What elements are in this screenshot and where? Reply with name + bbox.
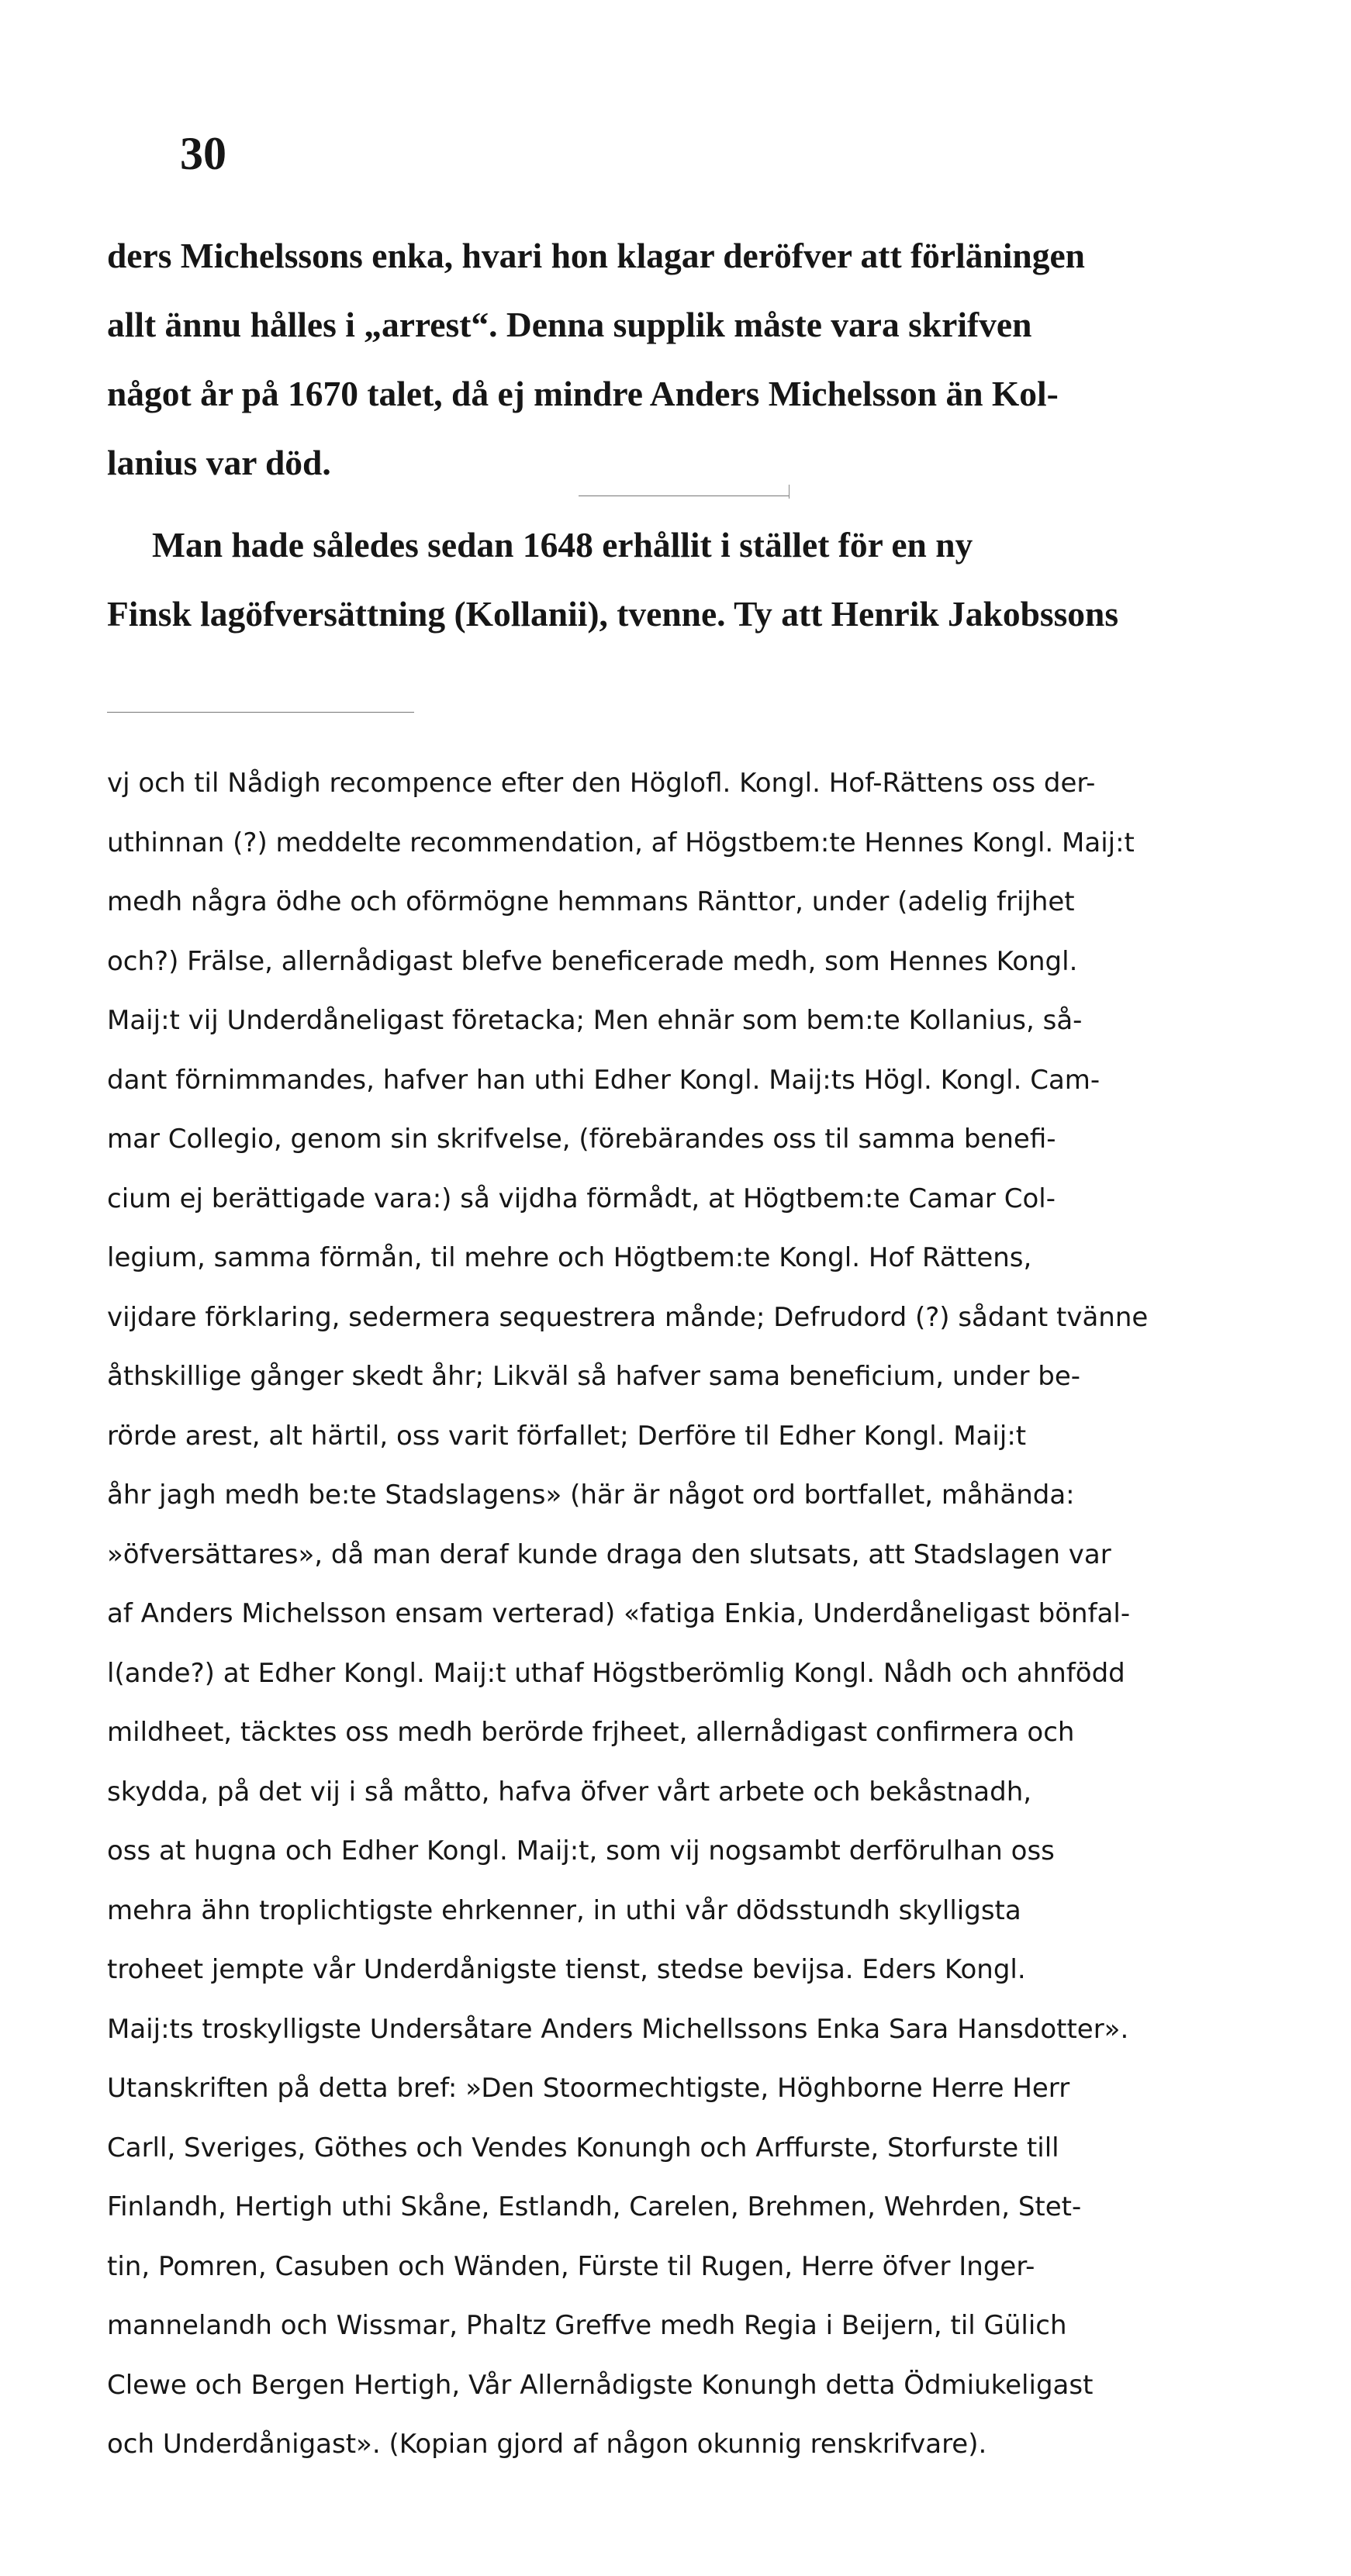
paragraph-body-2 (107, 510, 1348, 648)
quote-line: skydda, på det vij i så måtto, hafva öfver vårt arbete och bekåstnadh, (107, 1776, 1032, 1808)
quote-line: mildheet, täcktes oss medh berörde frjheet, allernådigast confirmera och (107, 1717, 1075, 1748)
text-line: något år på 1670 talet, då ej mindre Anders Michelsson än Kol- (107, 374, 1059, 413)
quote-line: vijdare förklaring, sedermera sequestrera månde; Defrudord (?) sådant tvänne (107, 1301, 1149, 1333)
text-line: allt ännu hålles i „arrest“. Denna supplik måste vara skrifven (107, 305, 1032, 344)
quote-line: Carll, Sveriges, Göthes och Vendes Konungh och Arffurste, Storfurste till (107, 2132, 1059, 2163)
quote-line: mar Collegio, genom sin skrifvelse, (förebärandes oss til samma benefi- (107, 1124, 1056, 1155)
quote-line: troheet jempte vår Underdånigste tienst, stedse bevijsa. Eders Kongl. (107, 1954, 1026, 1985)
quote-line: vj och til Nådigh recompence efter den Höglofl. Kongl. Hof-Rättens oss der- (107, 768, 1096, 799)
quote-line: och Underdånigast». (Kopian gjord af någon okunnig renskrifvare). (107, 2429, 987, 2460)
quote-line: »öfversättares», då man deraf kunde draga den slutsats, att Stadslagen var (107, 1538, 1111, 1570)
quote-line: medh några ödhe och oförmögne hemmans Ränttor, under (adelig frijhet (107, 886, 1075, 917)
quote-line: åhr jagh medh be:te Stadslagens» (här är något ord bortfallet, måhända: (107, 1480, 1075, 1511)
quote-line: mannelandh och Wissmar, Phaltz Greffve medh Regia i Beijern, til Gülich (107, 2310, 1067, 2341)
text-line: ders Michelssons enka, hvari hon klagar deröfver att förläningen (107, 236, 1085, 275)
quote-line: tin, Pomren, Casuben och Wänden, Fürste til Rugen, Herre öfver Inger- (107, 2250, 1035, 2282)
quote-line: oss at hugna och Edher Kongl. Maij:t, som vij nogsambt derförulhan oss (107, 1835, 1055, 1866)
paragraph-body-1 (107, 221, 1348, 497)
divider-tick (789, 485, 790, 499)
quote-line: åthskillige gånger skedt åhr; Likväl så hafver sama beneficium, under be- (107, 1361, 1081, 1392)
quote-line: uthinnan (?) meddelte recommendation, af Högstbem:te Hennes Kongl. Maij:t (107, 827, 1135, 858)
quote-line: Utanskriften på detta bref: »Den Stoormechtigste, Höghborne Herre Herr (107, 2073, 1070, 2104)
quote-line: legium, samma förmån, til mehre och Högtbem:te Kongl. Hof Rättens, (107, 1242, 1032, 1273)
quote-line: Maij:ts troskylligste Undersåtare Anders Michellssons Enka Sara Hansdotter». (107, 2013, 1129, 2045)
quote-line: cium ej berättigade vara:) så vijdha förmådt, at Högtbem:te Camar Col- (107, 1183, 1056, 1214)
quote-line: Maij:t vij Underdåneligast företacka; Men ehnär som bem:te Kollanius, så- (107, 1005, 1083, 1036)
text-line: lanius var död. (107, 443, 331, 482)
quote-line: af Anders Michelsson ensam verterad) «fatiga Enkia, Underdåneligast bönfal- (107, 1598, 1131, 1629)
quote-divider (107, 712, 414, 713)
quote-line: Clewe och Bergen Hertigh, Vår Allernådigste Konungh detta Ödmiukeligast (107, 2369, 1094, 2401)
quote-line: rörde arest, alt härtil, oss varit förfallet; Derföre til Edher Kongl. Maij:t (107, 1420, 1027, 1452)
quote-line: Finlandh, Hertigh uthi Skåne, Estlandh, Carelen, Brehmen, Wehrden, Stet- (107, 2191, 1082, 2222)
quote-line: och?) Frälse, allernådigast blefve beneficerade medh, som Hennes Kongl. (107, 945, 1078, 977)
quote-line: l(ande?) at Edher Kongl. Maij:t uthaf Högstberömlig Kongl. Nådh och ahnfödd (107, 1657, 1125, 1689)
text-line: Finsk lagöfversättning (Kollanii), tvenne. Ty att Henrik Jakobssons (107, 594, 1119, 634)
quote-line: dant förnimmandes, hafver han uthi Edher Kongl. Maij:ts Högl. Kongl. Cam- (107, 1064, 1100, 1096)
text-line: Man hade således sedan 1648 erhållit i stället för en ny (152, 525, 973, 565)
quoted-letter (107, 754, 1348, 2474)
quote-line: mehra ähn troplichtigste ehrkenner, in uthi vår dödsstundh skylligsta (107, 1894, 1021, 1926)
page-number: 30 (180, 128, 226, 179)
